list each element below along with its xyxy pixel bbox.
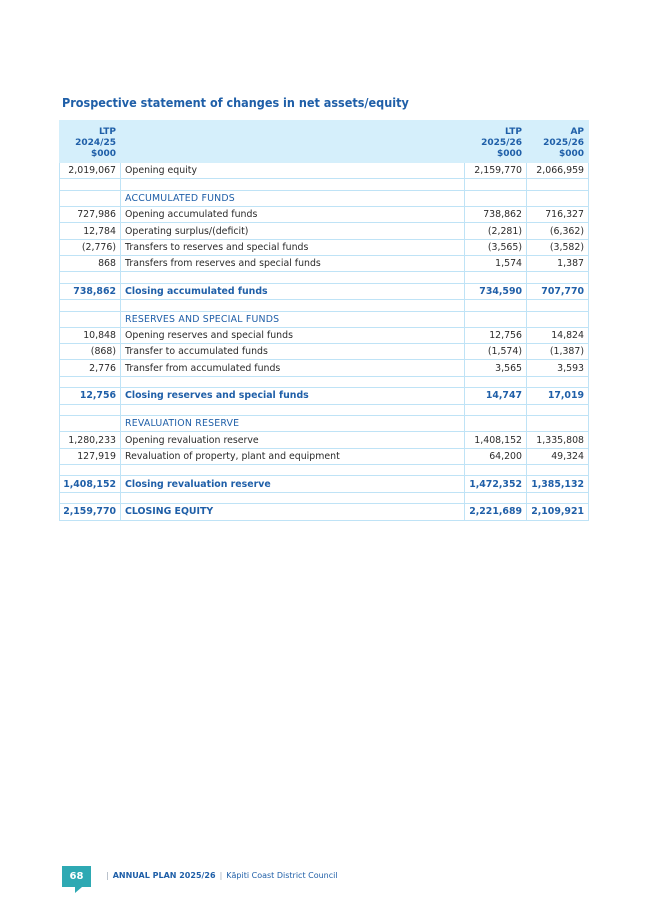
table-row — [60, 344, 589, 360]
page-title: Prospective statement of changes in net assets/equity — [62, 95, 409, 110]
header-line: $000 — [90, 149, 116, 159]
cell-ltp-2024-25 — [60, 376, 121, 388]
header-ltp-2024-25 — [60, 121, 121, 163]
table-row — [60, 207, 589, 223]
total-row — [60, 388, 589, 404]
cell-description: REVALUATION RESERVE — [121, 416, 465, 432]
cell-ap-2025-26: 2,109,921 — [527, 504, 589, 520]
cell-ap-2025-26: 1,335,808 — [527, 432, 589, 448]
table-row — [60, 360, 589, 376]
cell-description: Opening equity — [121, 163, 465, 179]
cell-ltp-2025-26: 734,590 — [465, 283, 527, 299]
cell-ltp-2024-25: 2,776 — [60, 360, 121, 376]
cell-ltp-2025-26: 2,159,770 — [465, 163, 527, 179]
header-line: 2024/25 — [75, 138, 116, 148]
section-row — [60, 311, 589, 327]
header-description — [121, 121, 465, 163]
cell-description: Closing reserves and special funds — [121, 388, 465, 404]
cell-description — [121, 376, 465, 388]
footer-doc-title: ANNUAL PLAN 2025/26 — [112, 871, 216, 880]
cell-ltp-2025-26 — [465, 464, 527, 476]
header-line: 2025/26 — [543, 138, 584, 148]
table-row — [60, 255, 589, 271]
cell-description: Opening accumulated funds — [121, 207, 465, 223]
table-row — [60, 223, 589, 239]
cell-ltp-2024-25: 2,019,067 — [60, 163, 121, 179]
table-row — [60, 239, 589, 255]
cell-ap-2025-26: 2,066,959 — [527, 163, 589, 179]
cell-ltp-2024-25: 1,408,152 — [60, 476, 121, 492]
cell-description: Revaluation of property, plant and equipment — [121, 448, 465, 464]
cell-ltp-2025-26: 3,565 — [465, 360, 527, 376]
spacer-row — [60, 376, 589, 388]
table-row — [60, 163, 589, 179]
cell-ap-2025-26 — [527, 179, 589, 191]
header-ltp-2025-26 — [465, 121, 527, 163]
header-ap-2025-26 — [527, 121, 589, 163]
cell-description: Transfers to reserves and special funds — [121, 239, 465, 255]
cell-ap-2025-26 — [527, 311, 589, 327]
cell-ap-2025-26 — [527, 464, 589, 476]
cell-ltp-2025-26 — [465, 190, 527, 206]
cell-ltp-2025-26: 1,574 — [465, 255, 527, 271]
cell-ap-2025-26: 3,593 — [527, 360, 589, 376]
cell-ap-2025-26: 49,324 — [527, 448, 589, 464]
cell-description — [121, 464, 465, 476]
cell-ltp-2024-25: 12,784 — [60, 223, 121, 239]
cell-description: Transfer to accumulated funds — [121, 344, 465, 360]
cell-description: Opening reserves and special funds — [121, 327, 465, 343]
cell-description: ACCUMULATED FUNDS — [121, 190, 465, 206]
cell-description: Operating surplus/(deficit) — [121, 223, 465, 239]
header-line: LTP — [99, 127, 116, 137]
cell-ltp-2025-26: 1,408,152 — [465, 432, 527, 448]
cell-description — [121, 492, 465, 504]
cell-ltp-2025-26: 14,747 — [465, 388, 527, 404]
cell-ltp-2024-25: 727,986 — [60, 207, 121, 223]
cell-ltp-2024-25: 1,280,233 — [60, 432, 121, 448]
page-number: 68 — [69, 871, 84, 882]
footer-org-name: Kāpiti Coast District Council — [226, 871, 338, 880]
table-row — [60, 327, 589, 343]
header-line: 2025/26 — [481, 138, 522, 148]
cell-ap-2025-26: 707,770 — [527, 283, 589, 299]
cell-ltp-2024-25 — [60, 311, 121, 327]
page-number-badge — [62, 866, 91, 887]
footer-text — [102, 871, 338, 880]
cell-ltp-2025-26: (1,574) — [465, 344, 527, 360]
cell-ltp-2025-26 — [465, 300, 527, 312]
cell-ltp-2025-26 — [465, 179, 527, 191]
cell-ltp-2025-26 — [465, 272, 527, 284]
equity-statement-table — [59, 120, 589, 521]
header-line: AP — [570, 127, 584, 137]
total-row — [60, 283, 589, 299]
cell-ap-2025-26 — [527, 492, 589, 504]
cell-description — [121, 300, 465, 312]
section-row — [60, 190, 589, 206]
cell-ltp-2025-26: (3,565) — [465, 239, 527, 255]
cell-ltp-2025-26 — [465, 311, 527, 327]
section-row — [60, 416, 589, 432]
cell-ap-2025-26 — [527, 416, 589, 432]
cell-description: Opening revaluation reserve — [121, 432, 465, 448]
cell-description: RESERVES AND SPECIAL FUNDS — [121, 311, 465, 327]
cell-ap-2025-26 — [527, 190, 589, 206]
cell-ap-2025-26 — [527, 404, 589, 416]
cell-ltp-2024-25: 738,862 — [60, 283, 121, 299]
table-row — [60, 448, 589, 464]
cell-ltp-2024-25 — [60, 416, 121, 432]
cell-ltp-2025-26 — [465, 376, 527, 388]
cell-description — [121, 404, 465, 416]
cell-ap-2025-26 — [527, 300, 589, 312]
cell-ltp-2025-26: (2,281) — [465, 223, 527, 239]
spacer-row — [60, 464, 589, 476]
cell-ltp-2024-25: 2,159,770 — [60, 504, 121, 520]
cell-ltp-2025-26: 12,756 — [465, 327, 527, 343]
spacer-row — [60, 179, 589, 191]
cell-ltp-2024-25 — [60, 300, 121, 312]
header-line: $000 — [558, 149, 584, 159]
cell-ap-2025-26: 1,385,132 — [527, 476, 589, 492]
cell-ap-2025-26: (3,582) — [527, 239, 589, 255]
cell-ltp-2024-25 — [60, 272, 121, 284]
cell-ltp-2024-25 — [60, 492, 121, 504]
cell-description — [121, 179, 465, 191]
header-line: LTP — [505, 127, 522, 137]
table-header-row — [60, 121, 589, 163]
header-line: $000 — [496, 149, 522, 159]
table-row — [60, 432, 589, 448]
cell-description: Transfer from accumulated funds — [121, 360, 465, 376]
cell-ltp-2025-26 — [465, 492, 527, 504]
cell-ltp-2024-25: 12,756 — [60, 388, 121, 404]
cell-ap-2025-26: (6,362) — [527, 223, 589, 239]
cell-description — [121, 272, 465, 284]
cell-ltp-2024-25: 127,919 — [60, 448, 121, 464]
cell-ltp-2025-26: 64,200 — [465, 448, 527, 464]
cell-ltp-2024-25 — [60, 464, 121, 476]
cell-ltp-2024-25: 10,848 — [60, 327, 121, 343]
cell-ltp-2025-26: 738,862 — [465, 207, 527, 223]
cell-ltp-2024-25 — [60, 190, 121, 206]
cell-ltp-2025-26: 1,472,352 — [465, 476, 527, 492]
cell-ltp-2024-25 — [60, 404, 121, 416]
cell-ltp-2024-25 — [60, 179, 121, 191]
total-row — [60, 476, 589, 492]
cell-ltp-2025-26: 2,221,689 — [465, 504, 527, 520]
cell-ap-2025-26: 1,387 — [527, 255, 589, 271]
cell-description: Closing accumulated funds — [121, 283, 465, 299]
cell-ltp-2024-25: 868 — [60, 255, 121, 271]
cell-ltp-2024-25: (2,776) — [60, 239, 121, 255]
badge-tail — [75, 887, 82, 893]
spacer-row — [60, 272, 589, 284]
cell-ap-2025-26 — [527, 272, 589, 284]
cell-description: Closing revaluation reserve — [121, 476, 465, 492]
spacer-row — [60, 300, 589, 312]
cell-ap-2025-26: 17,019 — [527, 388, 589, 404]
total-row — [60, 504, 589, 520]
footer-separator: | — [219, 871, 223, 880]
cell-ap-2025-26: 14,824 — [527, 327, 589, 343]
spacer-row — [60, 404, 589, 416]
cell-description: CLOSING EQUITY — [121, 504, 465, 520]
spacer-row — [60, 492, 589, 504]
cell-ltp-2025-26 — [465, 416, 527, 432]
footer-separator: | — [106, 871, 109, 880]
cell-ap-2025-26: 716,327 — [527, 207, 589, 223]
cell-ltp-2024-25: (868) — [60, 344, 121, 360]
cell-description: Transfers from reserves and special funds — [121, 255, 465, 271]
cell-ap-2025-26 — [527, 376, 589, 388]
cell-ltp-2025-26 — [465, 404, 527, 416]
cell-ap-2025-26: (1,387) — [527, 344, 589, 360]
